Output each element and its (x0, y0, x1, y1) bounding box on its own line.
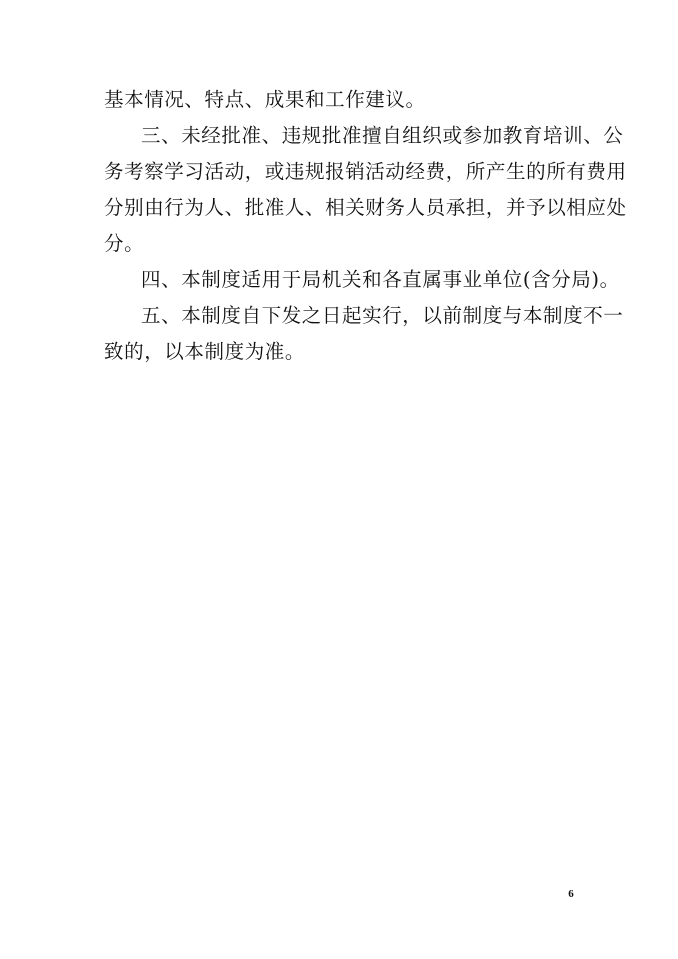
page-number: 6 (568, 888, 574, 900)
text-line-5: 分。 (104, 232, 145, 255)
text-line-3: 务考察学习活动，或违规报销活动经费，所产生的所有费用 (104, 160, 627, 183)
text-line-8: 致的，以本制度为准。 (104, 340, 306, 363)
text-line-6: 四、本制度适用于局机关和各直属事业单位(含分局)。 (141, 268, 620, 291)
text-line-4: 分别由行为人、批准人、相关财务人员承担，并予以相应处 (104, 196, 627, 219)
text-line-7: 五、本制度自下发之日起实行，以前制度与本制度不一 (141, 304, 624, 327)
text-line-2: 三、未经批准、违规批准擅自组织或参加教育培训、公 (141, 124, 624, 147)
text-line-1: 基本情况、特点、成果和工作建议。 (104, 88, 426, 111)
